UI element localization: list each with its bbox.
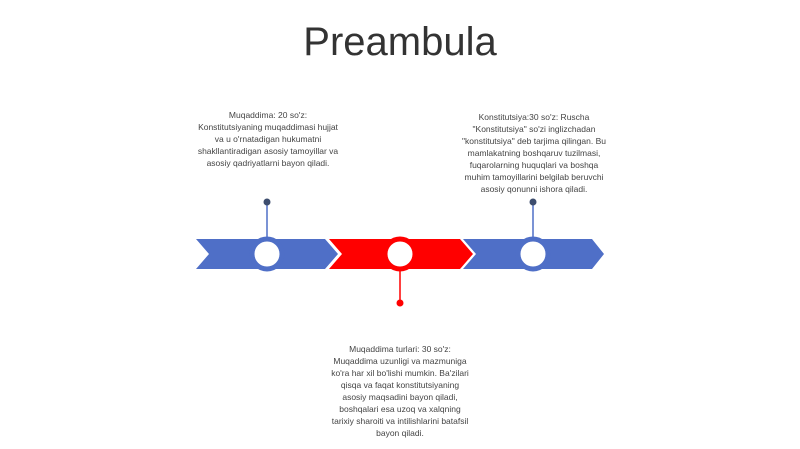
connector-dot-2 (397, 300, 404, 307)
milestone-note-2: Muqaddima turlari: 30 so'z: Muqaddima uzunligi va mazmuniga ko'ra har xil bo'lishi mumkin. Ba'zilari qisqa va faqat konstitutsiyaning asosiy maqsadini bayon qiladi, boshqalari esa uzoq va xalqning tarixiy sharoiti va intilishlarini batafsil bayon qiladi. (331, 344, 469, 438)
milestone-marker-3 (518, 239, 548, 269)
connector-dot-3 (530, 199, 537, 206)
milestone-note-1: Muqaddima: 20 so'z: Konstitutsiyaning muqaddimasi hujjat va u o'rnatadigan hukumatni shakllantiradigan asosiy tamoyillar va asosiy qadriyatlarni bayon qiladi. (197, 110, 339, 168)
milestone-marker-2 (385, 239, 415, 269)
slide-title: Preambula (303, 20, 497, 64)
milestone-marker-1 (252, 239, 282, 269)
connector-dot-1 (264, 199, 271, 206)
milestone-note-3: Konstitutsiya:30 so'z: Ruscha "Konstitutsiya" so'zi inglizchadan "konstitutsiya" deb tarjima qilingan. Bu mamlakatning boshqaruv tuzilmasi, fuqarolarning huquqlari va boshqa muhim tamoyillarini belgilab beruvchi asosiy qonunni ishora qiladi. (462, 112, 606, 194)
